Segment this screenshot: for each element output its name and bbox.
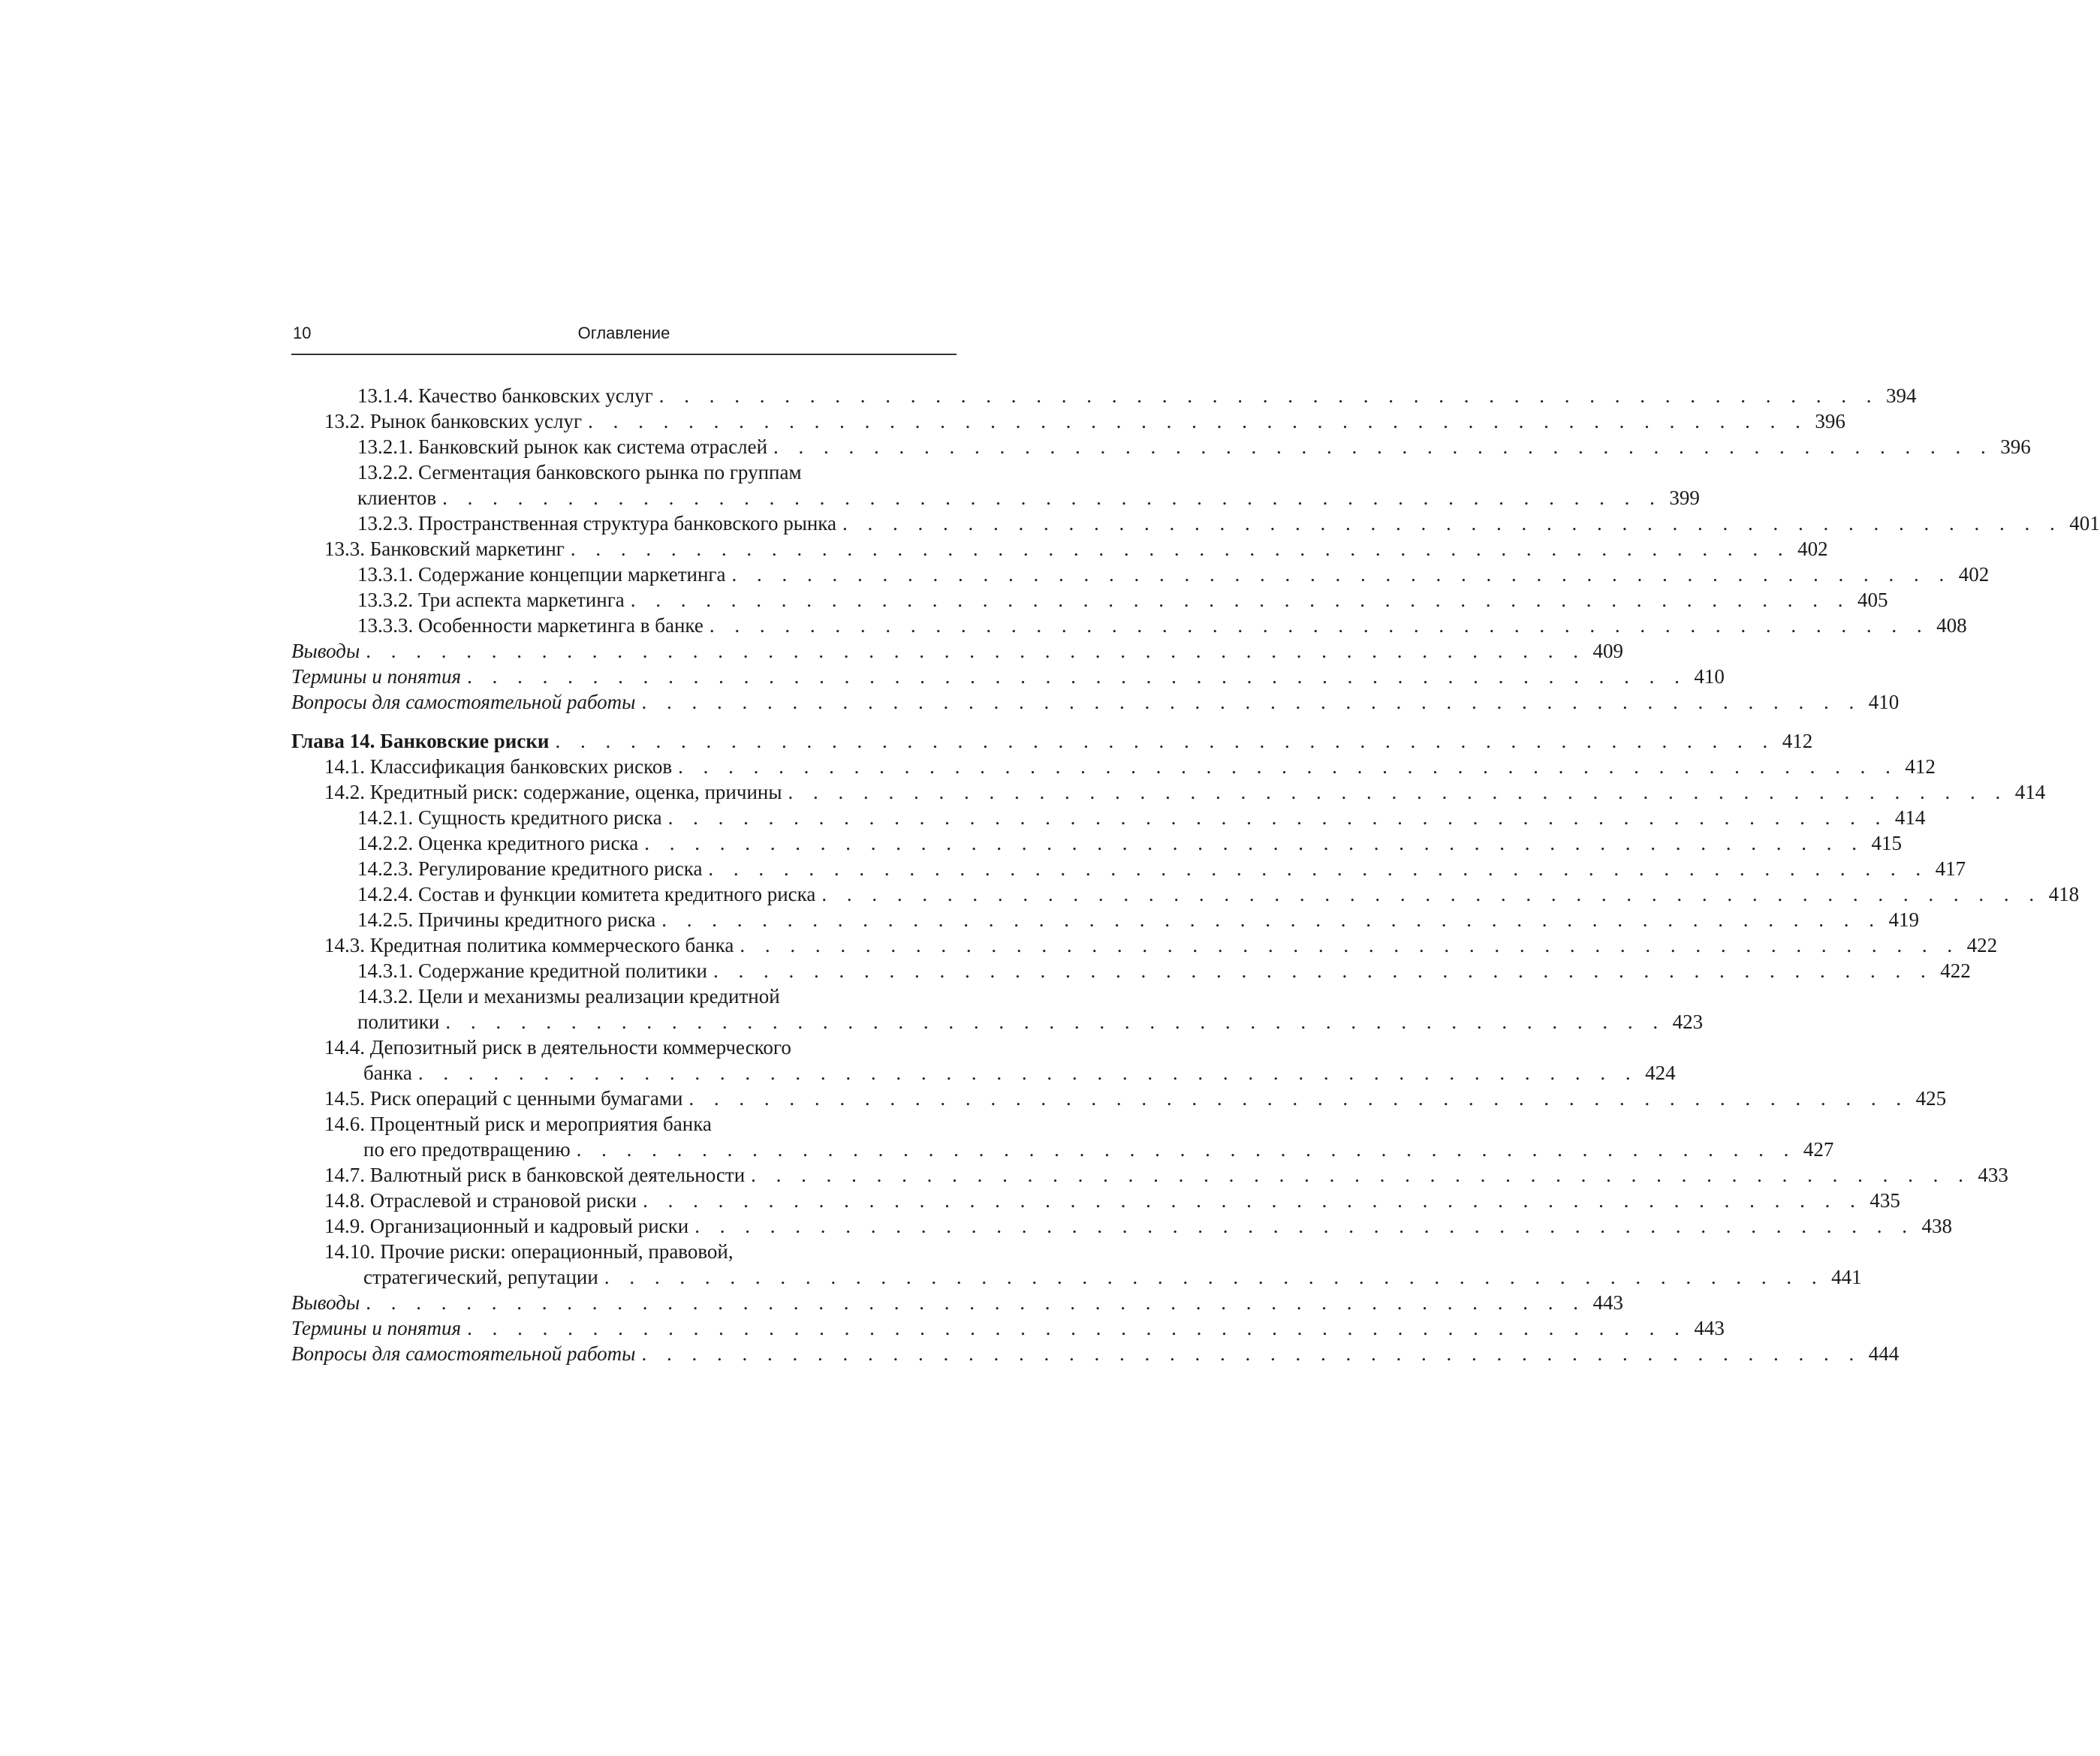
leader-dots: . . . . . . . . . . . . . . . . . . . . . . . . . . . . . . . . . . . . . . . . . . . . . . . . . xyxy=(417,1062,1638,1084)
toc-entry-page: 396 xyxy=(2000,435,2031,458)
toc-entry-page: 443 xyxy=(1592,1291,1623,1314)
toc-entry[interactable] xyxy=(291,536,1828,562)
toc-entry-page: 394 xyxy=(1885,384,1917,407)
leader-dots: . . . . . . . . . . . . . . . . . . . . . . . . . . . . . . . . . . . . . . . . . . . . . . . . . xyxy=(713,959,1933,982)
toc-entry-title: Выводы xyxy=(291,640,360,662)
toc-entry-title: клиентов xyxy=(357,486,437,509)
leader-dots: . . . . . . . . . . . . . . . . . . . . . . . . . . . . . . . . . . . . . . . . . . . . . . . . . xyxy=(842,512,2062,535)
toc-entry-first-line[interactable] xyxy=(291,983,957,1009)
toc-entry-title: 13.1.4. Качество банковских услуг xyxy=(357,384,653,407)
leader-dots: . . . . . . . . . . . . . . . . . . . . . . . . . . . . . . . . . . . . . . . . . . . . . . . . . xyxy=(667,806,1888,829)
toc-entry-title: 14.6. Процентный риск и мероприятия банка xyxy=(324,1113,712,1135)
toc-entry[interactable] xyxy=(291,932,1998,958)
toc-entry[interactable] xyxy=(291,1086,1947,1111)
toc-entry-conclusions[interactable] xyxy=(291,638,1623,664)
toc-entry-terms[interactable] xyxy=(291,1315,1725,1341)
leader-dots: . . . . . . . . . . . . . . . . . . . . . . . . . . . . . . . . . . . . . . . . . . . . . . . . . xyxy=(576,1138,1797,1161)
leader-dots: . . . . . . . . . . . . . . . . . . . . . . . . . . . . . . . . . . . . . . . . . . . . . . . . . xyxy=(740,934,1960,956)
toc-entry-title: 14.2.4. Состав и функции комитета кредитного риска xyxy=(357,883,816,905)
toc-entry-title: 14.3.2. Цели и механизмы реализации кредитной xyxy=(357,985,780,1008)
leader-dots: . . . . . . . . . . . . . . . . . . . . . . . . . . . . . . . . . . . . . . . . . . . . . . . . . xyxy=(694,1215,1915,1237)
leader-dots: . . . . . . . . . . . . . . . . . . . . . . . . . . . . . . . . . . . . . . . . . . . . . . . . . xyxy=(658,384,1879,407)
leader-dots: . . . . . . . . . . . . . . . . . . . . . . . . . . . . . . . . . . . . . . . . . . . . . . . . . xyxy=(467,1317,1687,1339)
toc-entry-title: Глава 14. Банковские риски xyxy=(291,730,550,752)
toc-entry-page: 418 xyxy=(2048,883,2080,905)
toc-chapter-heading[interactable] xyxy=(291,728,1813,754)
page-number: 10 xyxy=(293,324,312,342)
toc-entry-title: 14.3.1. Содержание кредитной политики xyxy=(357,959,707,982)
toc-entry-page: 405 xyxy=(1857,589,1888,611)
toc-entry-title: 14.10. Прочие риски: операционный, правовой, xyxy=(324,1240,734,1263)
toc-entry-title: 14.8. Отраслевой и страновой риски xyxy=(324,1189,637,1212)
toc-entry-page: 414 xyxy=(1894,806,1926,829)
toc-entry-title: 14.2. Кредитный риск: содержание, оценка, причины xyxy=(324,781,782,803)
toc-entry[interactable] xyxy=(291,1213,1952,1239)
leader-dots: . . . . . . . . . . . . . . . . . . . . . . . . . . . . . . . . . . . . . . . . . . . . . . . . . xyxy=(678,755,1898,778)
toc-entry-title: 14.2.5. Причины кредитного риска xyxy=(357,908,656,931)
toc-entry-first-line[interactable] xyxy=(291,1239,957,1264)
toc-entry-title: стратегический, репутации xyxy=(363,1266,598,1288)
toc-entry-continuation[interactable] xyxy=(291,485,1700,511)
leader-dots: . . . . . . . . . . . . . . . . . . . . . . . . . . . . . . . . . . . . . . . . . . . . . . . . . xyxy=(555,730,1776,752)
leader-dots: . . . . . . . . . . . . . . . . . . . . . . . . . . . . . . . . . . . . . . . . . . . . . . . . . xyxy=(366,640,1586,662)
leader-dots: . . . . . . . . . . . . . . . . . . . . . . . . . . . . . . . . . . . . . . . . . . . . . . . . . xyxy=(751,1164,1971,1186)
toc-entry-page: 438 xyxy=(1921,1215,1952,1237)
toc-entry-page: 410 xyxy=(1868,691,1900,713)
leader-dots: . . . . . . . . . . . . . . . . . . . . . . . . . . . . . . . . . . . . . . . . . . . . . . . . . xyxy=(604,1266,1824,1288)
toc-entry-page: 444 xyxy=(1868,1342,1900,1365)
toc-entry-page: 412 xyxy=(1905,755,1936,778)
toc-entry-title: 14.4. Депозитный риск в деятельности коммерческого xyxy=(324,1036,791,1059)
toc-entry-first-line[interactable] xyxy=(291,459,957,485)
toc-entry-title: Вопросы для самостоятельной работы xyxy=(291,1342,636,1365)
leader-dots: . . . . . . . . . . . . . . . . . . . . . . . . . . . . . . . . . . . . . . . . . . . . . . . . . xyxy=(821,883,2042,905)
toc-entry[interactable] xyxy=(291,587,1888,613)
toc-entry-title: 14.9. Организационный и кадровый риски xyxy=(324,1215,689,1237)
toc-entry[interactable] xyxy=(291,907,1920,932)
toc-entry-page: 401 xyxy=(2069,512,2100,535)
toc-entry-page: 415 xyxy=(1871,832,1903,854)
toc-entry-page: 396 xyxy=(1815,410,1845,432)
toc-entry[interactable] xyxy=(291,958,1971,983)
toc-entry-title: 14.2.2. Оценка кредитного риска xyxy=(357,832,639,854)
running-header xyxy=(291,324,957,355)
leader-dots: . . . . . . . . . . . . . . . . . . . . . . . . . . . . . . . . . . . . . . . . . . . . . . . . . xyxy=(366,1291,1586,1314)
toc-entry-terms[interactable] xyxy=(291,664,1725,689)
leader-dots: . . . . . . . . . . . . . . . . . . . . . . . . . . . . . . . . . . . . . . . . . . . . . . . . . xyxy=(588,410,1808,432)
toc-entry-page: 417 xyxy=(1935,857,1966,880)
leader-dots: . . . . . . . . . . . . . . . . . . . . . . . . . . . . . . . . . . . . . . . . . . . . . . . . . xyxy=(788,781,2008,803)
toc-entry-page: 414 xyxy=(2014,781,2046,803)
toc-entry-page: 412 xyxy=(1782,730,1813,752)
toc-entry-conclusions[interactable] xyxy=(291,1290,1623,1315)
toc-entry-first-line[interactable] xyxy=(291,1111,957,1137)
toc-entry-title: 13.2. Рынок банковских услуг xyxy=(324,410,583,432)
toc-entry-page: 402 xyxy=(1797,538,1828,560)
toc-entry-title: Выводы xyxy=(291,1291,360,1314)
leader-dots: . . . . . . . . . . . . . . . . . . . . . . . . . . . . . . . . . . . . . . . . . . . . . . . . . xyxy=(773,435,1993,458)
toc-entry-page: 402 xyxy=(1958,563,1990,586)
toc-entry-page: 419 xyxy=(1888,908,1920,931)
leader-dots: . . . . . . . . . . . . . . . . . . . . . . . . . . . . . . . . . . . . . . . . . . . . . . . . . xyxy=(709,614,1930,637)
toc-entry[interactable] xyxy=(291,830,1903,856)
toc-entry[interactable] xyxy=(291,1188,1900,1213)
leader-dots: . . . . . . . . . . . . . . . . . . . . . . . . . . . . . . . . . . . . . . . . . . . . . . . . . xyxy=(445,1011,1666,1033)
toc-entry-continuation[interactable] xyxy=(291,1137,1834,1162)
toc-entry-title: 13.3.1. Содержание концепции маркетинга xyxy=(357,563,726,586)
toc-entry-questions[interactable] xyxy=(291,1341,1900,1366)
toc-entry-title: по его предотвращению xyxy=(363,1138,571,1161)
leader-dots: . . . . . . . . . . . . . . . . . . . . . . . . . . . . . . . . . . . . . . . . . . . . . . . . . xyxy=(630,589,1851,611)
toc-entry-page: 441 xyxy=(1831,1266,1862,1288)
toc-entry-page: 425 xyxy=(1915,1087,1947,1110)
toc-entry-page: 423 xyxy=(1672,1011,1704,1033)
toc-entry-title: 14.3. Кредитная политика коммерческого банка xyxy=(324,934,734,956)
toc-entry[interactable] xyxy=(291,434,2031,459)
toc-entry-first-line[interactable] xyxy=(291,1035,957,1060)
toc-entry-page: 410 xyxy=(1694,665,1725,688)
leader-dots: . . . . . . . . . . . . . . . . . . . . . . . . . . . . . . . . . . . . . . . . . . . . . . . . . xyxy=(688,1087,1909,1110)
toc-entry[interactable] xyxy=(291,805,1926,830)
running-title: Оглавление xyxy=(577,324,670,342)
leader-dots: . . . . . . . . . . . . . . . . . . . . . . . . . . . . . . . . . . . . . . . . . . . . . . . . . xyxy=(467,665,1687,688)
toc-entry[interactable] xyxy=(291,511,2100,536)
toc-entry-page: 427 xyxy=(1803,1138,1834,1161)
toc-entry-continuation[interactable] xyxy=(291,1009,1704,1035)
toc-entry-title: политики xyxy=(357,1011,440,1033)
toc-entry-title: 14.5. Риск операций с ценными бумагами xyxy=(324,1087,683,1110)
toc-entry[interactable] xyxy=(291,754,1936,779)
toc-entry-page: 422 xyxy=(1966,934,1998,956)
toc-entry-title: банка xyxy=(363,1062,412,1084)
toc-entry[interactable] xyxy=(291,383,1917,408)
toc-entry-page: 422 xyxy=(1940,959,1971,982)
toc-entry-title: 14.2.3. Регулирование кредитного риска xyxy=(357,857,703,880)
toc-entry-title: 13.2.1. Банковский рынок как система отраслей xyxy=(357,435,768,458)
toc-entry-continuation[interactable] xyxy=(291,1060,1676,1086)
toc-entry-title: 14.7. Валютный риск в банковской деятельности xyxy=(324,1164,746,1186)
toc-entry[interactable] xyxy=(291,779,2046,805)
toc-entry-page: 433 xyxy=(1978,1164,2008,1186)
toc-entry-questions[interactable] xyxy=(291,689,1900,715)
toc-entry[interactable] xyxy=(291,408,1845,434)
toc-entry-title: 13.2.3. Пространственная структура банковского рынка xyxy=(357,512,836,535)
toc-entry[interactable] xyxy=(291,856,1966,881)
toc-entry-title: Вопросы для самостоятельной работы xyxy=(291,691,636,713)
toc-entry[interactable] xyxy=(291,1162,2008,1188)
leader-dots: . . . . . . . . . . . . . . . . . . . . . . . . . . . . . . . . . . . . . . . . . . . . . . . . . xyxy=(708,857,1929,880)
leader-dots: . . . . . . . . . . . . . . . . . . . . . . . . . . . . . . . . . . . . . . . . . . . . . . . . . xyxy=(644,832,1865,854)
leader-dots: . . . . . . . . . . . . . . . . . . . . . . . . . . . . . . . . . . . . . . . . . . . . . . . . . xyxy=(731,563,1952,586)
toc-entry-page: 399 xyxy=(1669,486,1700,509)
toc-entry-page: 435 xyxy=(1870,1189,1900,1212)
toc-entry-title: Термины и понятия xyxy=(291,1317,462,1339)
leader-dots: . . . . . . . . . . . . . . . . . . . . . . . . . . . . . . . . . . . . . . . . . . . . . . . . . xyxy=(641,691,1862,713)
leader-dots: . . . . . . . . . . . . . . . . . . . . . . . . . . . . . . . . . . . . . . . . . . . . . . . . . xyxy=(570,538,1791,560)
leader-dots: . . . . . . . . . . . . . . . . . . . . . . . . . . . . . . . . . . . . . . . . . . . . . . . . . xyxy=(643,1189,1863,1212)
toc-entry-title: 13.2.2. Сегментация банковского рынка по группам xyxy=(357,461,802,483)
leader-dots: . . . . . . . . . . . . . . . . . . . . . . . . . . . . . . . . . . . . . . . . . . . . . . . . . xyxy=(442,486,1662,509)
leader-dots: . . . . . . . . . . . . . . . . . . . . . . . . . . . . . . . . . . . . . . . . . . . . . . . . . xyxy=(641,1342,1862,1365)
leader-dots: . . . . . . . . . . . . . . . . . . . . . . . . . . . . . . . . . . . . . . . . . . . . . . . . . xyxy=(661,908,1882,931)
toc-entry[interactable] xyxy=(291,881,2080,907)
toc-entry-page: 408 xyxy=(1936,614,1967,637)
toc-entry-continuation[interactable] xyxy=(291,1264,1862,1290)
toc-entry-title: 14.2.1. Сущность кредитного риска xyxy=(357,806,662,829)
toc-entry-page: 443 xyxy=(1694,1317,1725,1339)
toc-entry-title: Термины и понятия xyxy=(291,665,462,688)
toc-entry-title: 13.3.3. Особенности маркетинга в банке xyxy=(357,614,704,637)
toc-entry[interactable] xyxy=(291,562,1990,587)
table-of-contents xyxy=(291,383,2100,1366)
toc-entry-title: 14.1. Классификация банковских рисков xyxy=(324,755,673,778)
toc-entry-title: 13.3. Банковский маркетинг xyxy=(324,538,565,560)
toc-entry-page: 424 xyxy=(1645,1062,1676,1084)
toc-entry[interactable] xyxy=(291,613,1967,638)
toc-entry-title: 13.3.2. Три аспекта маркетинга xyxy=(357,589,625,611)
toc-entry-page: 409 xyxy=(1592,640,1623,662)
